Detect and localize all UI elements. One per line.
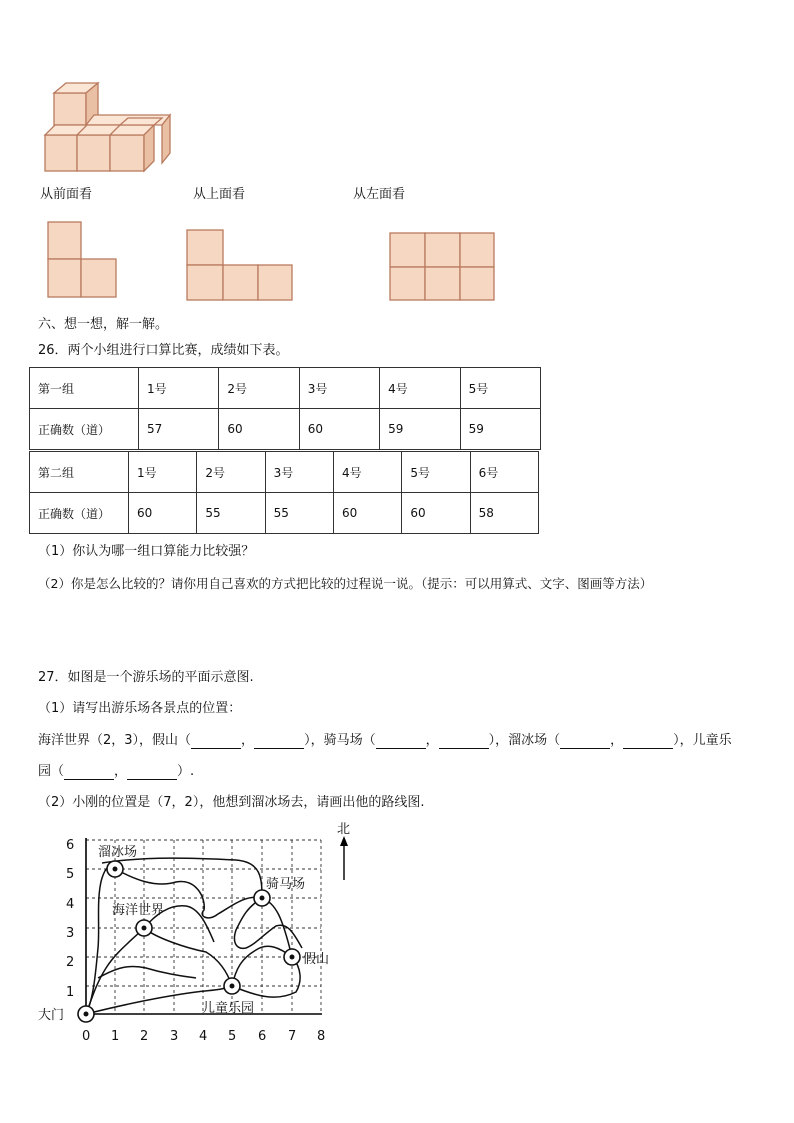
y-tick: 1 <box>66 985 75 1000</box>
table-cell: 60 <box>129 493 197 534</box>
x-tick: 8 <box>317 1029 326 1044</box>
top-view-figure <box>185 228 295 303</box>
left-view-label: 从左面看 <box>353 187 406 202</box>
table-cell: 2号 <box>219 368 299 409</box>
answer-blank[interactable] <box>191 736 241 749</box>
x-tick: 1 <box>111 1029 120 1044</box>
front-view-label: 从前面看 <box>40 187 93 202</box>
gate-label: 大门 <box>38 1008 65 1023</box>
table-cell: 60 <box>219 409 299 450</box>
x-tick: 0 <box>82 1029 91 1044</box>
kids-park-label: 儿童乐园 <box>202 1001 255 1016</box>
table-cell: 第二组 <box>30 452 129 493</box>
table-cell: 5号 <box>402 452 470 493</box>
question-27-stem: 27．如图是一个游乐场的平面示意图. <box>38 670 254 685</box>
gate-marker <box>78 1006 94 1022</box>
group1-score-table <box>29 367 541 450</box>
y-tick: 6 <box>66 838 75 853</box>
question-26-part2: （2）你是怎么比较的？请你用自己喜欢的方式把比较的过程说一说。（提示：可以用算式、文字、图画等方法） <box>38 576 653 591</box>
table-cell: 55 <box>197 493 265 534</box>
table-cell: 60 <box>299 409 379 450</box>
table-cell: 58 <box>470 493 538 534</box>
answer-blank[interactable] <box>439 736 489 749</box>
table-cell: 4号 <box>333 452 401 493</box>
table-cell: 4号 <box>380 368 460 409</box>
answer-blank[interactable] <box>560 736 610 749</box>
question-27-part1: （1）请写出游乐场各景点的位置： <box>38 701 242 716</box>
table-cell: 57 <box>139 409 219 450</box>
north-label: 北 <box>337 822 351 837</box>
x-axis-ticks <box>82 1029 325 1044</box>
section-heading: 六、想一想，解一解。 <box>38 317 169 332</box>
question-26-part1: （1）你认为哪一组口算能力比较强？ <box>38 544 255 559</box>
x-tick: 2 <box>140 1029 149 1044</box>
table-cell: 59 <box>380 409 460 450</box>
table-cell: 1号 <box>129 452 197 493</box>
rockery-label: 假山 <box>303 952 330 967</box>
table-row <box>30 452 539 493</box>
kids-park-marker <box>224 978 240 994</box>
table-row <box>30 493 539 534</box>
answer-line-2: 园（ ， ）. <box>38 764 195 779</box>
table-cell: 正确数（道） <box>30 493 129 534</box>
rockery-marker <box>284 949 300 965</box>
x-tick: 4 <box>199 1029 208 1044</box>
question-27-part2: （2）小刚的位置是（7，2），他想到溜冰场去，请画出他的路线图. <box>38 795 425 810</box>
y-axis-ticks <box>66 838 74 1000</box>
x-tick: 6 <box>258 1029 267 1044</box>
ocean-world-marker <box>136 920 152 936</box>
table-cell: 1号 <box>139 368 219 409</box>
answer-blank[interactable] <box>623 736 673 749</box>
answer-blank[interactable] <box>254 736 304 749</box>
horse-riding-label: 骑马场 <box>266 877 306 892</box>
answer-blank[interactable] <box>376 736 426 749</box>
park-map <box>36 818 366 1048</box>
table-row <box>30 409 541 450</box>
answer-blank[interactable] <box>127 767 177 780</box>
table-row <box>30 368 541 409</box>
table-cell: 3号 <box>299 368 379 409</box>
table-cell: 6号 <box>470 452 538 493</box>
answer-line-1: 海洋世界（2，3），假山（ ， ），骑马场（ ， ），溜冰场（ ， ），儿童乐 <box>38 733 732 748</box>
cube-stack-figure <box>40 78 175 178</box>
x-tick: 5 <box>228 1029 237 1044</box>
horse-riding-marker <box>254 890 270 906</box>
left-view-figure <box>388 231 498 303</box>
table-cell: 60 <box>333 493 401 534</box>
table-cell: 3号 <box>265 452 333 493</box>
table-cell: 正确数（道） <box>30 409 139 450</box>
group2-score-table <box>29 451 539 534</box>
y-tick: 4 <box>66 897 75 912</box>
top-view-label: 从上面看 <box>193 187 246 202</box>
question-26-stem: 26．两个小组进行口算比赛，成绩如下表。 <box>38 343 289 358</box>
table-cell: 59 <box>460 409 540 450</box>
skating-rink-label: 溜冰场 <box>98 845 138 860</box>
y-tick: 2 <box>66 955 75 970</box>
table-cell: 60 <box>402 493 470 534</box>
y-tick: 5 <box>66 867 75 882</box>
front-view-figure <box>46 220 120 300</box>
y-tick: 3 <box>66 926 75 941</box>
ocean-world-label: 海洋世界 <box>112 903 165 918</box>
x-tick: 3 <box>170 1029 179 1044</box>
table-cell: 5号 <box>460 368 540 409</box>
answer-blank[interactable] <box>64 767 114 780</box>
x-tick: 7 <box>288 1029 297 1044</box>
table-cell: 第一组 <box>30 368 139 409</box>
table-cell: 2号 <box>197 452 265 493</box>
table-cell: 55 <box>265 493 333 534</box>
skating-rink-marker <box>107 861 123 877</box>
